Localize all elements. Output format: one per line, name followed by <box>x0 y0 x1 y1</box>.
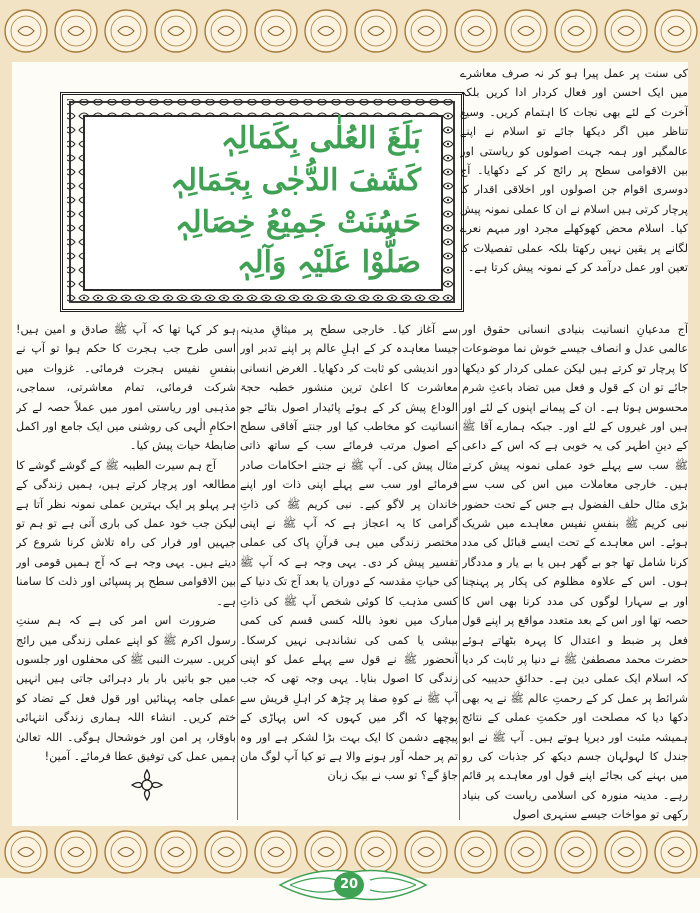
paragraph: ضرورت اس امر کی ہے کہ ہم سنتِ رسول اکرم ﷺ کو اپنے عملی زندگی میں رائج کریں۔ سیرت النبی ﷺ کی محفلوں اور جلسوں میں جو باتیں بار بار دہرائی جاتی ہیں انہیں عملی جامہ پہنائیں اور قول فعل کے تضاد کو ختم کریں۔ انشاء اللہ ہماری زندگی انتہائی باوقار، پر امن اور خوشحال ہوگی۔ اللہ تعالیٰ ہمیں عمل کی توفیق عطا فرمائے۔ آمین! <box>16 614 236 763</box>
roundel-ornament-icon <box>505 10 547 52</box>
roundel-ornament-icon <box>455 831 497 873</box>
column-left <box>16 320 236 790</box>
calligraphy-line-4: صَلُّوْا عَلَیْہِ وَآلِہٖ <box>236 245 421 280</box>
paragraph: ہو کر کہا تھا کہ آپ ﷺ صادق و امین ہیں! اسی طرح جب ہجرت کا حکم ہوا تو آپ نے بنفسِ نفیس ہجرت فرمائی۔ غزوات میں شرکت فرمائی، تمام معاشرتی، سماجی، مذہبی اور ریاستی امور میں عملاً حصہ لے کر احکامِ الٰہی کی روشنی میں ایک جامع اور اکمل ضابطۂ حیات پیش کیا۔ <box>16 323 236 453</box>
roundel-ornament-icon <box>405 10 447 52</box>
roundel-ornament-icon <box>205 10 247 52</box>
column-divider <box>459 330 460 820</box>
column-middle <box>240 320 458 820</box>
roundel-ornament-icon <box>155 831 197 873</box>
paragraph: سے آغاز کیا۔ خارجی سطح پر میثاقِ مدینہ جیسا معاہدہ کر کے اہلِ عالم پر اپنے تدبر اور دور اندیشی کو ثابت کر دکھایا۔ الغرض انسانی معاشرت کا اعلیٰ ترین منشور خطبہ حجۃ الوداع پیش کر کے ہوئے پائیدار اصول بتائے جو انسانیت کو مخاطب کیا اور جنتے آفاقی سطح کے اصول مرتب فرمائے سب کے ساتھ ذاتی مثال پیش کی۔ آپ ﷺ نے جتنے احکامات صادر فرمائے اور سب سے پہلے اپنی ذات اور اپنے خاندان پر لاگو کیے۔ نبی کریم ﷺ کی ذاتِ گرامی کا یہ اعجاز ہے کہ آپ ﷺ نے اپنی مختصر زندگی میں ہی قرآنِ پاک کی عملی تفسیر پیش کر دی۔ یہی وجہ ہے کہ آپ ﷺ کی حیاتِ مقدسہ کے دوران یا بعد آج تک دنیا کے کسی مذہب کا کوئی شخص آپ ﷺ کی ذاتِ مبارک میں نعوذ باللہ کسی قسم کی کمی بیشی یا کمی کی نشاندہی نہیں کرسکا۔ آنحضور ﷺ نے قول سے پہلے عمل کو اپنی زندگی کا اصول بنایا۔ یہی وجہ تھی کہ جب آپ ﷺ نے کوہِ صفا پر چڑھ کر اہلِ قریش سے پوچھا کہ اگر میں کہوں کہ اس پہاڑی کے پیچھے دشمن کا ایک بہت بڑا لشکر ہے اور وہ تم پر حملہ آور ہونے والا ہے تو کیا آپ لوگ مان جاؤ گے؟ تو سب نے بیک زبان <box>240 323 458 783</box>
roundel-ornament-icon <box>155 10 197 52</box>
ornamental-border-right <box>688 62 700 826</box>
roundel-ornament-icon <box>555 831 597 873</box>
calligraphy-panel <box>60 92 464 312</box>
paragraph: آج مدعیانِ انسانیت بنیادی انسانی حقوق اور عالمی عدل و انصاف جیسے خوش نما موضوعات کا پرچار تو کرتے ہیں لیکن عملی کردار کو دیکھا جائے تو ان کے قول و فعل میں تضاد باعثِ شرم محسوس ہوتا ہے۔ ان کے پیمانے اپنوں کے لئے اور ہیں اور غیروں کے لئے اور۔ جبکہ ہمارے آقا ﷺ کے دینِ اطہر کی یہ خوبی ہے کہ اس کے داعی ﷺ سب سے پہلے خود عملی نمونہ پیش کرتے ہیں۔ خارجی معاملات میں اس کی سب سے بڑی مثال حلف الفضول ہے جس کے تحت حضور نبی کریم ﷺ بنفسِ نفیس معاہدے میں شریک ہوئے۔ اس معاہدے کے تحت ایسے قبائل کی مدد کرنا شامل تھا جو بے گھر ہیں یا بے یار و مددگار ہوں۔ اس کے علاوہ مظلوم کی پکار پر پہنچنا اور بے سہارا لوگوں کی مدد کرنا بھی اس کا حصہ تھا اور اس کے بعد متعدد مواقع پر اپنے قول فعل پر ضبط و اعتدال کا پہرہ بٹھاتے ہوئے حضرت محمد مصطفیٰ ﷺ نے دنیا پر ثابت کر دیا کہ اسلام ایک عملی دین ہے۔ حدائقِ حدیبیہ کی شرائط پر عمل کر کے رحمتِ عالم ﷺ نے یہ بھی دکھا دیا کہ مصلحت اور حکمتِ عملی کے نتائج ہمیشہ مثبت اور دیرپا ہوتے ہیں۔ آپ ﷺ نے ابو جندل کا لہولہان جسم دیکھ کر جذبات کی رو میں بہنے کی بجائے اپنے قول اور معاہدے پر قائم رہے۔ مدینہ منورہ کی اسلامی ریاست کی بنیاد رکھی تو مواخات جیسے سنہری اصول <box>462 323 688 822</box>
roundel-ornament-icon <box>205 831 247 873</box>
column-divider <box>237 330 238 820</box>
page-number: 20 <box>334 872 364 898</box>
column-right-top <box>460 64 688 324</box>
floral-end-ornament-icon <box>130 768 164 802</box>
roundel-ornament-icon <box>105 10 147 52</box>
calligraphy-line-1: بَلَغَ العُلٰی بِکَمَالِہٖ <box>220 121 421 156</box>
roundel-ornament-icon <box>655 831 697 873</box>
roundel-ornament-icon <box>605 831 647 873</box>
ornamental-border-left <box>0 62 12 826</box>
roundel-ornament-icon <box>655 10 697 52</box>
roundel-ornament-icon <box>555 10 597 52</box>
paragraph: کی سنت پر عمل پیرا ہو کر نہ صرف معاشرے میں ایک احسن اور فعال کردار ادا کریں بلکہ آخرت کے لئے بھی نجات کا اہتمام کریں۔ وسیع تناظر میں اگر دیکھا جائے تو اسلام نے اپنے عالمگیر اور ہمہ جہت اصولوں کو ریاستی اور بین الاقوامی سطح پر رائج کر کے دکھایا۔ آج دوسری اقوام جن اصولوں اور اخلاقی اقدار کا پرچار کرتی ہیں اسلام نے ان کا عملی نمونہ پیش کیا۔ اسلام محض کھوکھلے مجرد اور مبہم نعرے لگانے پر یقین نہیں رکھتا بلکہ عملی تفصیلات کا تعین اور عمل درآمد کر کے نمونہ پیش کرتا ہے۔ <box>460 67 688 275</box>
ornamental-border-top <box>0 0 700 62</box>
roundel-ornament-icon <box>0 0 700 62</box>
roundel-ornament-icon <box>305 10 347 52</box>
roundel-ornament-icon <box>455 10 497 52</box>
roundel-ornament-icon <box>255 10 297 52</box>
roundel-ornament-icon <box>105 831 147 873</box>
roundel-ornament-icon <box>5 10 47 52</box>
roundel-ornament-icon <box>505 831 547 873</box>
roundel-ornament-icon <box>55 10 97 52</box>
calligraphy-line-2: کَشَفَ الدُّجٰی بِجَمَالِہٖ <box>170 163 421 198</box>
roundel-ornament-icon <box>55 831 97 873</box>
roundel-ornament-icon <box>5 831 47 873</box>
paragraph: آج ہم سیرت الطیبہ ﷺ کے گوشے گوشے کا مطالعہ اور پرچار کرتے ہیں، ہمیں زندگی کے ہر پہلو پر ایک بہترین عملی نمونہ نظر آتا ہے لیکن جب خود عمل کی باری آتی ہے تو ہم تو جیہیں اور فرار کی راہ تلاش کرنا شروع کر دیتے ہیں۔ یہی وجہ ہے کہ آج ہمیں قومی اور بین الاقوامی سطح پر پسپائی اور ذلت کا سامنا ہے۔ <box>16 458 236 608</box>
roundel-ornament-icon <box>605 10 647 52</box>
calligraphy-line-3: حَسُنَتْ جَمِیْعُ خِصَالِہٖ <box>174 205 421 240</box>
calligraphy-area <box>83 115 443 291</box>
roundel-ornament-icon <box>355 10 397 52</box>
column-right <box>462 320 688 826</box>
